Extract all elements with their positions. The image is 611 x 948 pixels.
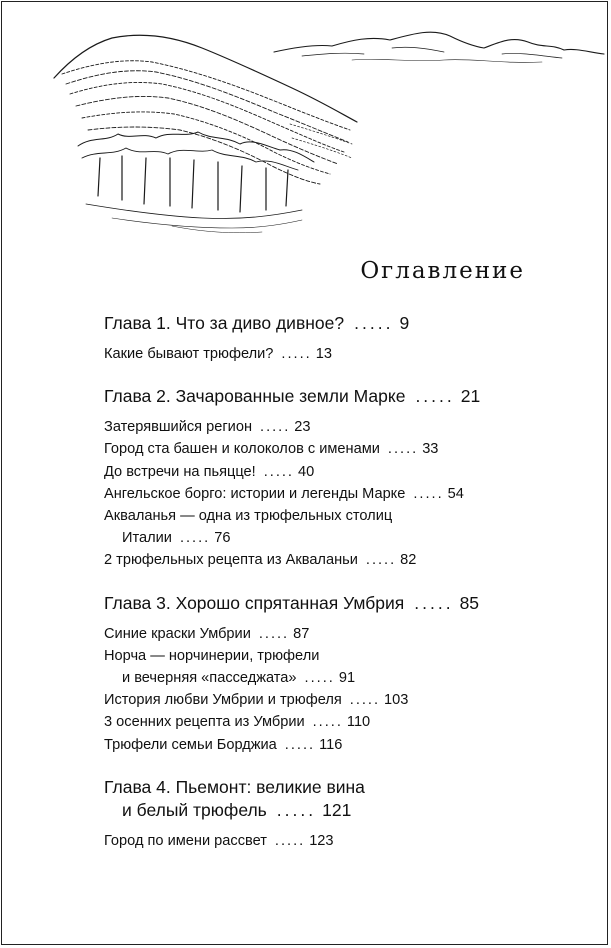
toc-chapter-page: 21: [460, 386, 481, 407]
toc-entry-page: 40: [298, 463, 315, 480]
table-of-contents: [104, 312, 574, 852]
toc-entry[interactable]: Синие краски Умбрии ..... 87: [104, 625, 310, 642]
toc-entry-label: Затерявшийся регион: [104, 419, 253, 436]
toc-entry[interactable]: Город ста башен и колоколов с именами ..... 33: [104, 441, 439, 458]
toc-entry-label: Трюфели семьи Борджиа: [104, 736, 277, 753]
toc-chapter-2[interactable]: Глава 2. Зачарованные земли Марке ..... 21: [104, 386, 481, 407]
toc-chapter-4[interactable]: Глава 4. Пьемонт: великие вина и белый трюфель ..... 121: [104, 776, 574, 822]
toc-entry-label: Город по имени рассвет: [104, 832, 267, 849]
toc-entry-label: Город ста башен и колоколов с именами: [104, 441, 380, 458]
toc-entry[interactable]: До встречи на пьяцце! ..... 40: [104, 463, 315, 480]
toc-entry-page: 103: [384, 692, 409, 709]
toc-entry[interactable]: Акваланья — одна из трюфельных столиц Италии ..... 76: [104, 505, 574, 549]
toc-entry-label-line2: и вечерняя «пасседжата»: [122, 670, 297, 687]
toc-entry-label: История любви Умбрии и трюфеля: [104, 692, 342, 709]
toc-entry-page: 33: [422, 441, 439, 458]
toc-entry-label: 3 осенних рецепта из Умбрии: [104, 714, 305, 731]
toc-entry-label: Какие бывают трюфели?: [104, 346, 274, 362]
toc-entry-page: 123: [309, 832, 334, 849]
toc-chapter-label: Глава 3. Хорошо спрятанная Умбрия: [104, 592, 405, 613]
toc-entry-page: 76: [214, 530, 231, 547]
toc-entry-page: 91: [338, 670, 356, 687]
toc-entry[interactable]: Затерявшийся регион ..... 23: [104, 419, 311, 436]
toc-chapter-page: 85: [459, 592, 480, 613]
toc-entry-page: 23: [294, 419, 311, 436]
toc-entry[interactable]: Ангельское борго: истории и легенды Марке ..... 54: [104, 485, 464, 502]
toc-title: Оглавление: [360, 258, 525, 284]
toc-entry[interactable]: Город по имени рассвет ..... 123: [104, 832, 334, 849]
toc-entry[interactable]: Трюфели семьи Борджиа ..... 116: [104, 736, 343, 753]
toc-entry-page: 54: [447, 485, 464, 502]
toc-entry[interactable]: 3 осенних рецепта из Умбрии ..... 110: [104, 714, 371, 731]
toc-chapter-page: 9: [399, 313, 410, 333]
toc-entry-label: Синие краски Умбрии: [104, 625, 251, 642]
toc-chapter-page: 121: [322, 799, 352, 820]
toc-entry-page: 82: [400, 552, 417, 569]
vineyard-illustration: [52, 18, 611, 238]
toc-chapter-label-line2: и белый трюфель: [122, 799, 267, 820]
toc-entry-label: 2 трюфельных рецепта из Акваланьи: [104, 552, 358, 569]
toc-chapter-label-line1: Глава 4. Пьемонт: великие вина: [104, 776, 365, 797]
toc-entry[interactable]: Норча — норчинерии, трюфели и вечерняя «пасседжата» ..... 91: [104, 645, 574, 689]
toc-entry-label: До встречи на пьяцце!: [104, 463, 256, 480]
toc-chapter-3[interactable]: Глава 3. Хорошо спрятанная Умбрия ..... 85: [104, 592, 480, 613]
toc-entry[interactable]: История любви Умбрии и трюфеля ..... 103: [104, 692, 409, 709]
toc-entry-label: Ангельское борго: истории и легенды Марке: [104, 485, 406, 502]
toc-entry-page: 87: [293, 625, 310, 642]
toc-chapter-label: Глава 2. Зачарованные земли Марке: [104, 386, 406, 407]
toc-chapter-1[interactable]: Глава 1. Что за диво дивное? ..... 9: [104, 313, 410, 333]
toc-entry-page: 13: [315, 346, 332, 362]
toc-entry-label-line1: Норча — норчинерии, трюфели: [104, 647, 320, 664]
toc-entry[interactable]: Какие бывают трюфели? ..... 13: [104, 346, 332, 362]
toc-entry[interactable]: 2 трюфельных рецепта из Акваланьи ..... 82: [104, 552, 417, 569]
toc-entry-label-line2: Италии: [122, 530, 172, 547]
toc-entry-page: 116: [319, 736, 343, 753]
toc-entry-label-line1: Акваланья — одна из трюфельных столиц: [104, 508, 393, 525]
toc-chapter-label: Глава 1. Что за диво дивное?: [104, 313, 345, 333]
toc-entry-page: 110: [346, 714, 371, 731]
